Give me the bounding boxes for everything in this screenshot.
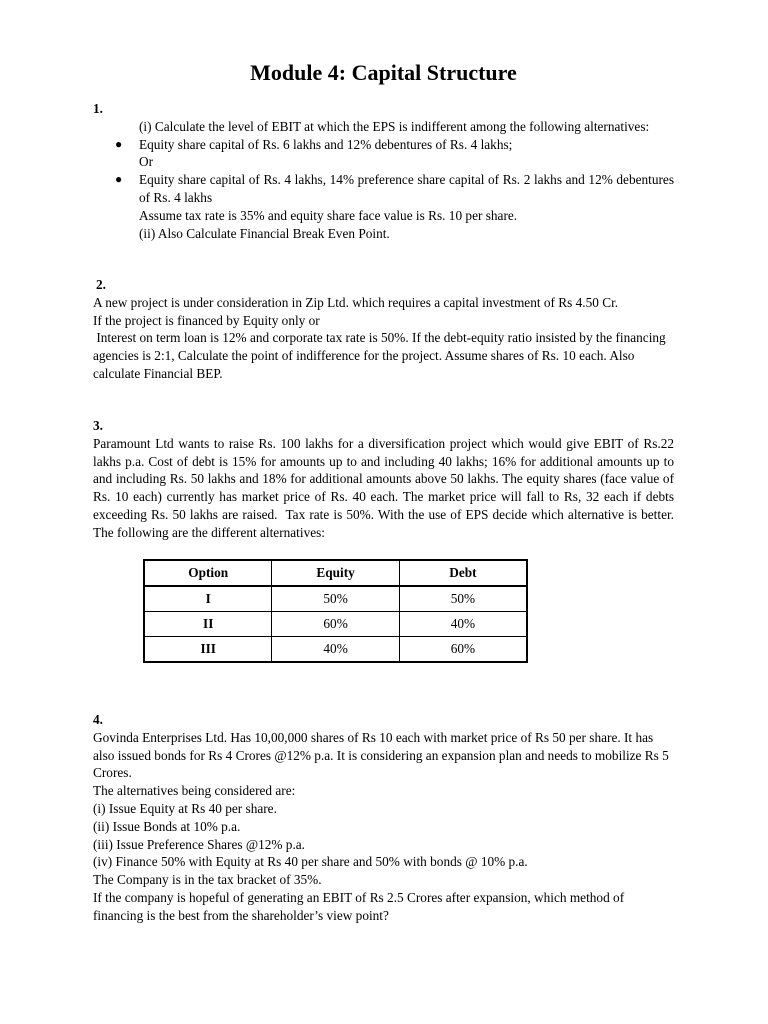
question-2 bbox=[93, 276, 674, 383]
question-2-line-3: Interest on term loan is 12% and corporate tax rate is 50%. If the debt-equity ratio insisted by the financing agencies is 2:1, Calculate the point of indifference for the project. Assume shares of Rs. 10 each. Also calculate Financial BEP. bbox=[93, 330, 670, 381]
alternative-2: (ii) Issue Bonds at 10% p.a. bbox=[93, 818, 241, 834]
question-1-intro: (i) Calculate the level of EBIT at which the EPS is indifferent among the following alternatives: bbox=[139, 118, 650, 134]
question-number: 4. bbox=[93, 712, 103, 727]
question-1 bbox=[93, 100, 674, 242]
table-cell-equity: 60% bbox=[272, 612, 399, 637]
question-2-line-1: A new project is under consideration in Zip Ltd. which requires a capital investment of Rs 4.50 Cr. bbox=[93, 294, 619, 310]
list-item-text: Equity share capital of Rs. 4 lakhs, 14% preference share capital of Rs. 2 lakhs and 12% debentures of Rs. 4 lakhs bbox=[139, 172, 674, 205]
table-header-equity: Equity bbox=[272, 560, 399, 586]
question-4-question: If the company is hopeful of generating an EBIT of Rs 2.5 Crores after expansion, which method of financing is the best from the shareholder’s view point? bbox=[93, 889, 625, 923]
table-cell-debt: 60% bbox=[399, 637, 527, 663]
table-cell-option: III bbox=[144, 637, 272, 663]
table-header-row bbox=[144, 560, 527, 586]
table-cell-option: I bbox=[144, 586, 272, 612]
table-row bbox=[144, 637, 527, 663]
alternatives-intro: The alternatives being considered are: bbox=[93, 783, 296, 799]
table-cell-equity: 50% bbox=[272, 586, 399, 612]
alternatives-list bbox=[93, 136, 674, 154]
list-item-text: Equity share capital of Rs. 6 lakhs and 12% debentures of Rs. 4 lakhs; bbox=[139, 136, 513, 152]
table-cell-debt: 40% bbox=[399, 612, 527, 637]
table-header-debt: Debt bbox=[399, 560, 527, 586]
list-item bbox=[93, 136, 674, 154]
question-2-line-2: If the project is financed by Equity only or bbox=[93, 312, 320, 328]
question-4-text: Govinda Enterprises Ltd. Has 10,00,000 shares of Rs 10 each with market price of Rs 50 per share. It has also issued bonds for Rs 4 Crores @12% p.a. It is considering an expansion plan and needs to mobilize Rs 5 Crores. bbox=[93, 729, 669, 781]
table-cell-equity: 40% bbox=[272, 637, 399, 663]
table-cell-option: II bbox=[144, 612, 272, 637]
question-number: 1. bbox=[93, 101, 103, 116]
table-header-option: Option bbox=[144, 560, 272, 586]
alternative-3: (iii) Issue Preference Shares @12% p.a. bbox=[93, 836, 305, 852]
question-3 bbox=[93, 417, 678, 542]
alternative-1: (i) Issue Equity at Rs 40 per share. bbox=[93, 800, 277, 816]
table-cell-debt: 50% bbox=[399, 586, 527, 612]
tax-bracket-text: The Company is in the tax bracket of 35%. bbox=[93, 872, 322, 888]
bullet-icon: ● bbox=[115, 136, 123, 151]
question-number: 3. bbox=[93, 418, 103, 433]
question-4 bbox=[93, 711, 674, 925]
or-text: Or bbox=[139, 154, 154, 170]
page-title: Module 4: Capital Structure bbox=[250, 60, 517, 85]
assumption-text: Assume tax rate is 35% and equity share face value is Rs. 10 per share. bbox=[139, 207, 518, 223]
alternatives-table bbox=[143, 559, 528, 663]
table-row bbox=[144, 586, 527, 612]
question-1-part-2: (ii) Also Calculate Financial Break Even Point. bbox=[139, 225, 390, 241]
alternative-4: (iv) Finance 50% with Equity at Rs 40 per share and 50% with bonds @ 10% p.a. bbox=[93, 854, 528, 870]
list-item bbox=[93, 171, 674, 207]
alternatives-list bbox=[93, 171, 674, 207]
bullet-icon: ● bbox=[115, 172, 123, 187]
question-3-text: Paramount Ltd wants to raise Rs. 100 lakhs for a diversification project which would give EBIT of Rs.22 lakhs p.a. Cost of debt is 15% for amounts up to and including 40 lakhs; 16% for additional amounts up to and including Rs. 50 lakhs and 18% for additional amounts above 50 lakhs. The equity shares (face value of Rs. 10 each) currently has market price of Rs. 40 each. The market price will fall to Rs, 32 each if debts exceeding Rs. 50 lakhs are raised. Tax rate is 50%. With the use of EPS decide which alternative is better. The following are the different alternatives: bbox=[93, 435, 678, 540]
table-row bbox=[144, 612, 527, 637]
question-number: 2. bbox=[96, 277, 106, 292]
